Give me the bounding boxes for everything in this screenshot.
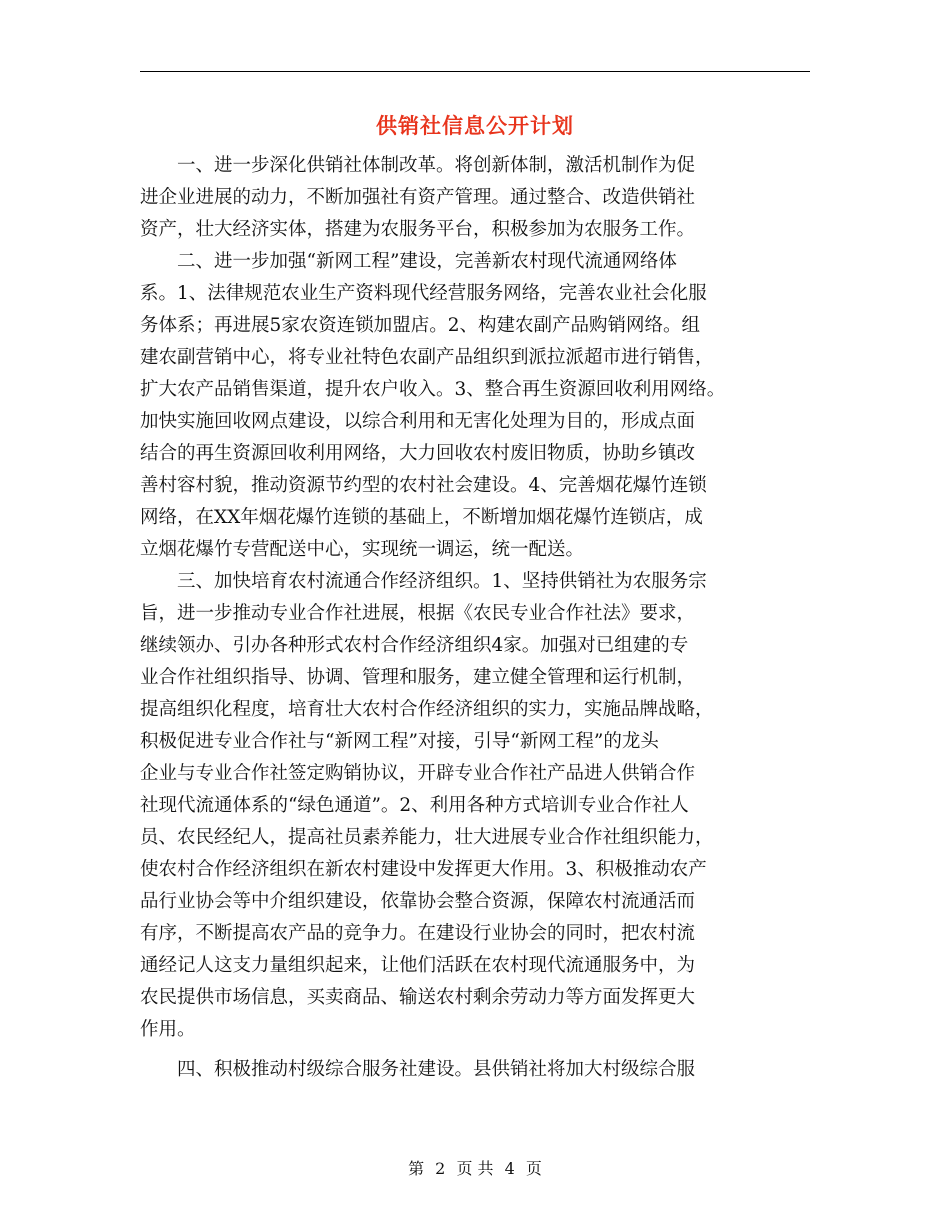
document-title: 供销社信息公开计划: [376, 114, 574, 138]
text-line: 员、农民经纪人，提高社员素养能力，壮大进展专业合作社组织能力，: [140, 827, 714, 848]
text-line: 通经记人这支力量组织起来，让他们活跃在农村现代流通服务中，为: [140, 955, 696, 976]
text-line: 有序，不断提高农产品的竞争力。在建设行业协会的同时，把农村流: [140, 923, 696, 944]
text-line: 二、进一步加强“新网工程”建设，完善新农村现代流通网络体: [140, 251, 677, 272]
text-line: 一、进一步深化供销社体制改革。将创新体制，激活机制作为促: [140, 155, 696, 176]
text-line: 提高组织化程度，培育壮大农村合作经济组织的实力，实施品牌战略，: [140, 699, 714, 720]
text-line: 作用。: [140, 1019, 196, 1040]
footer-total-pages: 4: [504, 1159, 515, 1178]
page-footer: [0, 1156, 950, 1179]
text-line: 立烟花爆竹专营配送中心，实现统一调运，统一配送。: [140, 539, 585, 560]
text-line: 社现代流通体系的“绿色通道”。2、利用各种方式培训专业合作社人: [140, 795, 689, 816]
text-line: 建农副营销中心，将专业社特色农副产品组织到派拉派超市进行销售，: [140, 347, 714, 368]
text-line: 扩大农产品销售渠道，提升农户收入。3、整合再生资源回收利用网络。: [140, 379, 726, 400]
text-line: 企业与专业合作社签定购销协议，开辟专业合作社产品进人供销合作: [140, 763, 696, 784]
text-line: 业合作社组织指导、协调、管理和服务，建立健全管理和运行机制，: [140, 667, 696, 688]
text-line: 善村容村貌，推动资源节约型的农村社会建设。4、完善烟花爆竹连锁: [140, 475, 707, 496]
document-body: [140, 150, 820, 1086]
footer-label-end: 页: [525, 1159, 542, 1178]
footer-current-page: 2: [435, 1159, 446, 1178]
text-line: 资产，壮大经济实体，搭建为农服务平台，积极参加为农服务工作。: [140, 219, 696, 240]
text-line: 四、积极推动村级综合服务社建设。县供销社将加大村级综合服: [140, 1059, 696, 1080]
footer-label-page: 第: [408, 1159, 425, 1178]
text-line: 使农村合作经济组织在新农村建设中发挥更大作用。3、积极推动农产: [140, 859, 707, 880]
footer-label-of: 页 共: [456, 1159, 494, 1178]
text-line: 继续领办、引办各种形式农村合作经济组织4家。加强对已组建的专: [140, 635, 689, 656]
text-line: 加快实施回收网点建设，以综合利用和无害化处理为目的，形成点面: [140, 411, 696, 432]
text-line: 积极促进专业合作社与“新网工程”对接，引导“新网工程”的龙头: [140, 731, 659, 752]
text-line: 结合的再生资源回收利用网络，大力回收农村废旧物质，协助乡镇改: [140, 443, 696, 464]
text-line: 品行业协会等中介组织建设，依靠协会整合资源，保障农村流通活而: [140, 891, 696, 912]
text-line: 旨，进一步推动专业合作社进展，根据《农民专业合作社法》要求，: [140, 603, 696, 624]
paragraph-gap: [140, 1046, 820, 1054]
text-line: 进企业进展的动力，不断加强社有资产管理。通过整合、改造供销社: [140, 187, 696, 208]
text-line: 系。1、法律规范农业生产资料现代经营服务网络，完善农业社会化服: [140, 283, 707, 304]
text-line: 务体系；再进展5家农资连锁加盟店。2、构建农副产品购销网络。组: [140, 315, 701, 336]
text-line: 农民提供市场信息，买卖商品、输送农村剩余劳动力等方面发挥更大: [140, 987, 696, 1008]
text-line: 三、加快培育农村流通合作经济组织。1、坚持供销社为农服务宗: [140, 571, 707, 592]
header-rule: [140, 71, 810, 72]
text-line: 网络，在XX年烟花爆竹连锁的基础上，不断增加烟花爆竹连锁店，成: [140, 507, 703, 528]
